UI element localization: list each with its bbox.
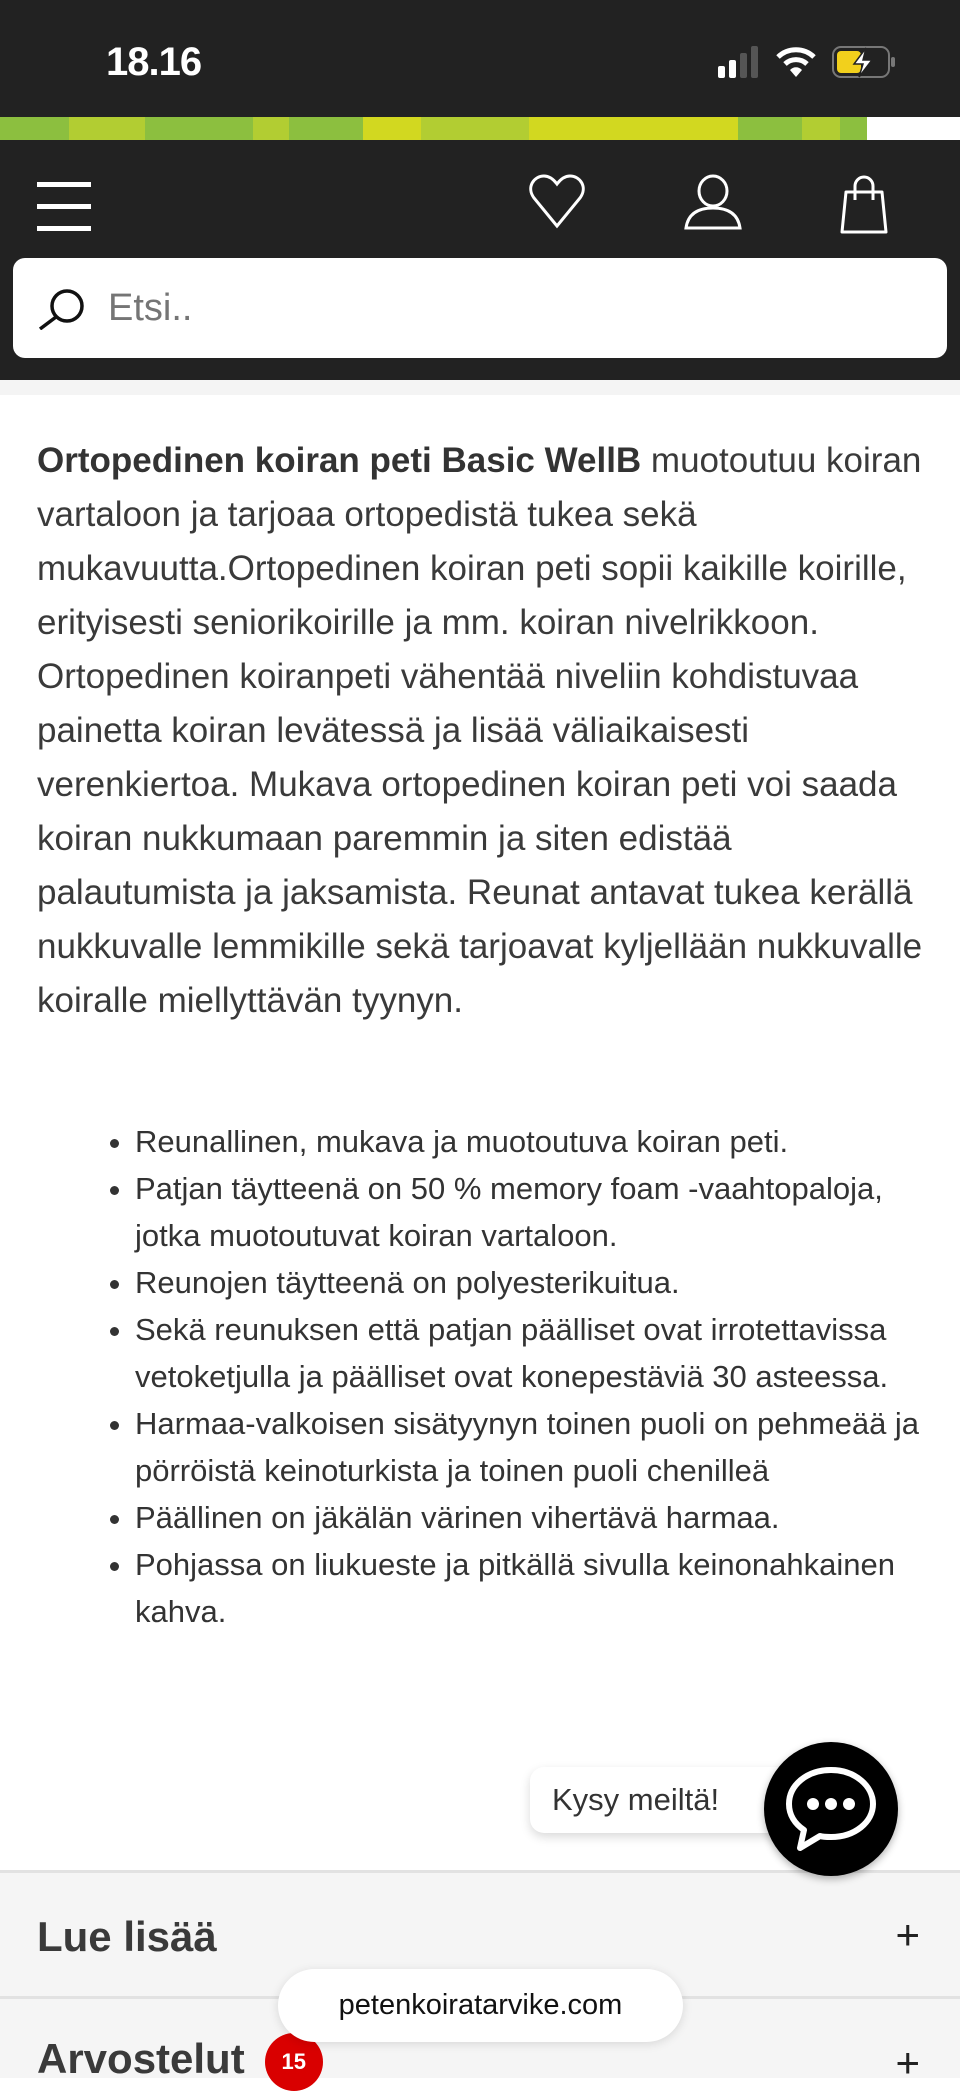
browser-url-bar[interactable]: petenkoiratarvike.com <box>278 1969 683 2042</box>
battery-charging-icon <box>832 46 896 78</box>
status-bar <box>0 0 960 117</box>
wifi-icon <box>776 46 816 78</box>
stripe-segment <box>145 117 253 140</box>
stripe-segment <box>253 117 289 140</box>
stripe-segment <box>529 117 738 140</box>
site-header <box>0 140 960 380</box>
menu-icon[interactable] <box>37 180 93 234</box>
list-item: • Päällinen on jäkälän värinen vihertävä harmaa. <box>135 1494 923 1541</box>
search-bar[interactable] <box>13 258 947 358</box>
list-item: • Reunojen täytteenä on polyesterikuitua. <box>135 1259 923 1306</box>
list-item: • Pohjassa on liukueste ja pitkällä sivulla keinonahkainen kahva. <box>135 1541 923 1635</box>
stripe-segment <box>421 117 529 140</box>
accordion-title: Arvostelut <box>37 2035 245 2083</box>
wishlist-heart-icon[interactable] <box>528 174 586 230</box>
brand-stripe <box>0 117 960 140</box>
list-item: • Harmaa-valkoisen sisätyynyn toinen puoli on pehmeää ja pörröistä keinoturkista ja toinen puoli chenilleä <box>135 1400 923 1494</box>
stripe-segment <box>840 117 867 140</box>
feature-list <box>103 1118 923 1635</box>
expand-plus-icon[interactable]: + <box>895 1911 920 1958</box>
stripe-segment <box>0 117 69 140</box>
product-description <box>37 434 927 1028</box>
divider <box>0 380 960 395</box>
status-time: 18.16 <box>106 40 202 84</box>
product-name: Ortopedinen koiran peti Basic WellB <box>37 441 642 480</box>
list-item: • Reunallinen, mukava ja muotoutuva koiran peti. <box>135 1118 923 1165</box>
review-count-badge: 15 <box>265 2033 323 2091</box>
shopping-bag-icon[interactable] <box>840 174 888 234</box>
chat-bubble-icon <box>783 1764 879 1854</box>
chat-prompt-label[interactable]: Kysy meiltä! <box>530 1767 810 1833</box>
list-item: • Sekä reunuksen että patjan päälliset ovat irrotettavissa vetoketjulla ja päälliset ovat konepestäviä 30 asteessa. <box>135 1306 923 1400</box>
search-icon <box>37 288 87 330</box>
stripe-segment <box>363 117 421 140</box>
stripe-segment <box>802 117 840 140</box>
description-text: muotoutuu koiran vartaloon ja tarjoaa ortopedistä tukea sekä mukavuutta.Ortopedinen koiran peti sopii kaikille koirille, erityisesti seniorikoirille ja mm. koiran nivelrikkoon. Ortopedinen koiranpeti vähentää niveliin kohdistuvaa painetta koiran levätessä ja lisää väliaikaisesti verenkiertoa. Mukava ortopedinen koiran peti voi saada koiran nukkumaan paremmin ja siten edistää palautumista ja jaksamista. Reunat antavat tukea kerällä nukkuvalle lemmikille sekä tarjoavat kyljellään nukkuvalle koiralle miellyttävän tyynyn. <box>37 441 923 1020</box>
stripe-segment <box>289 117 363 140</box>
stripe-segment <box>69 117 145 140</box>
account-user-icon[interactable] <box>684 174 742 230</box>
signal-icon <box>716 46 760 78</box>
accordion-title: Lue lisää <box>37 1913 217 1960</box>
stripe-segment <box>738 117 802 140</box>
chat-button[interactable] <box>764 1742 898 1876</box>
list-item: • Patjan täytteenä on 50 % memory foam -vaahtopaloja, jotka muotoutuvat koiran vartaloon. <box>135 1165 923 1259</box>
search-input[interactable] <box>108 258 908 358</box>
expand-plus-icon[interactable]: + <box>895 2039 920 2086</box>
